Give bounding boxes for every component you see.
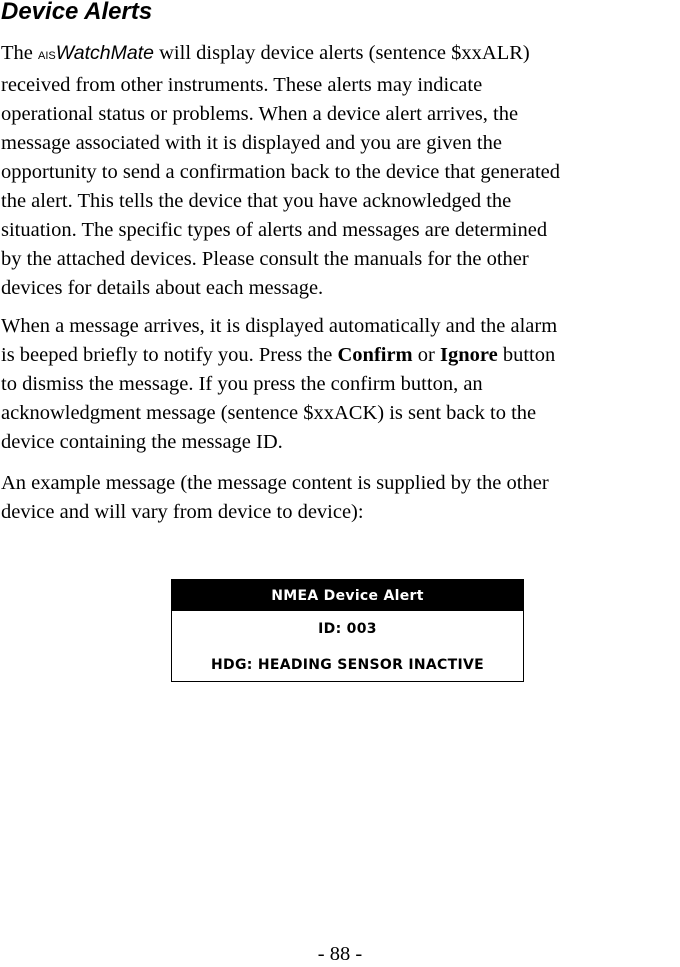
alert-id: ID: 003 [318,621,377,637]
text-fragment: is beeped briefly to notify you. Press the [1,344,338,366]
text-fragment: The [1,42,38,64]
paragraph-line: operational status or problems. When a device alert arrives, the [1,103,519,125]
text-fragment: button [497,344,556,366]
paragraph-line: When a message arrives, it is displayed automatically and the alarm [1,315,558,337]
paragraph-line: to dismiss the message. If you press the confirm button, an [1,373,483,395]
paragraph-line: received from other instruments. These alerts may indicate [1,74,483,96]
paragraph-line: An example message (the message content is supplied by the other [1,472,549,494]
paragraph-line: devices for details about each message. [1,277,324,299]
intro-paragraph [1,39,680,303]
alert-handling-paragraph [1,312,680,457]
confirm-term: Confirm [337,344,413,366]
paragraph-line: message associated with it is displayed and you are given the [1,132,502,154]
alert-title: NMEA Device Alert [172,580,523,611]
paragraph-line: device and will vary from device to device): [1,501,364,523]
example-intro-paragraph [1,469,680,527]
paragraph-line [1,341,680,370]
paragraph-line: acknowledgment message (sentence $xxACK) is sent back to the [1,402,537,424]
product-name-prefix: AIS [38,50,56,62]
paragraph-line [1,39,680,71]
alert-message: HDG: HEADING SENSOR INACTIVE [211,657,484,673]
text-fragment: will display device alerts (sentence $xxALR) [154,42,530,64]
text-fragment: or [412,344,440,366]
product-name-main: WatchMate [55,42,154,64]
paragraph-line: by the attached devices. Please consult the manuals for the other [1,248,529,270]
paragraph-line: situation. The specific types of alerts and messages are determined [1,219,548,241]
device-alert-example [171,579,524,682]
ignore-term: Ignore [439,344,498,366]
paragraph-line: opportunity to send a confirmation back to the device that generated [1,161,561,183]
paragraph-line: the alert. This tells the device that you have acknowledged the [1,190,512,212]
page-number: - 88 - [317,943,363,965]
paragraph-line: device containing the message ID. [1,431,283,453]
product-name [38,42,154,64]
section-heading: Device Alerts [1,0,153,25]
